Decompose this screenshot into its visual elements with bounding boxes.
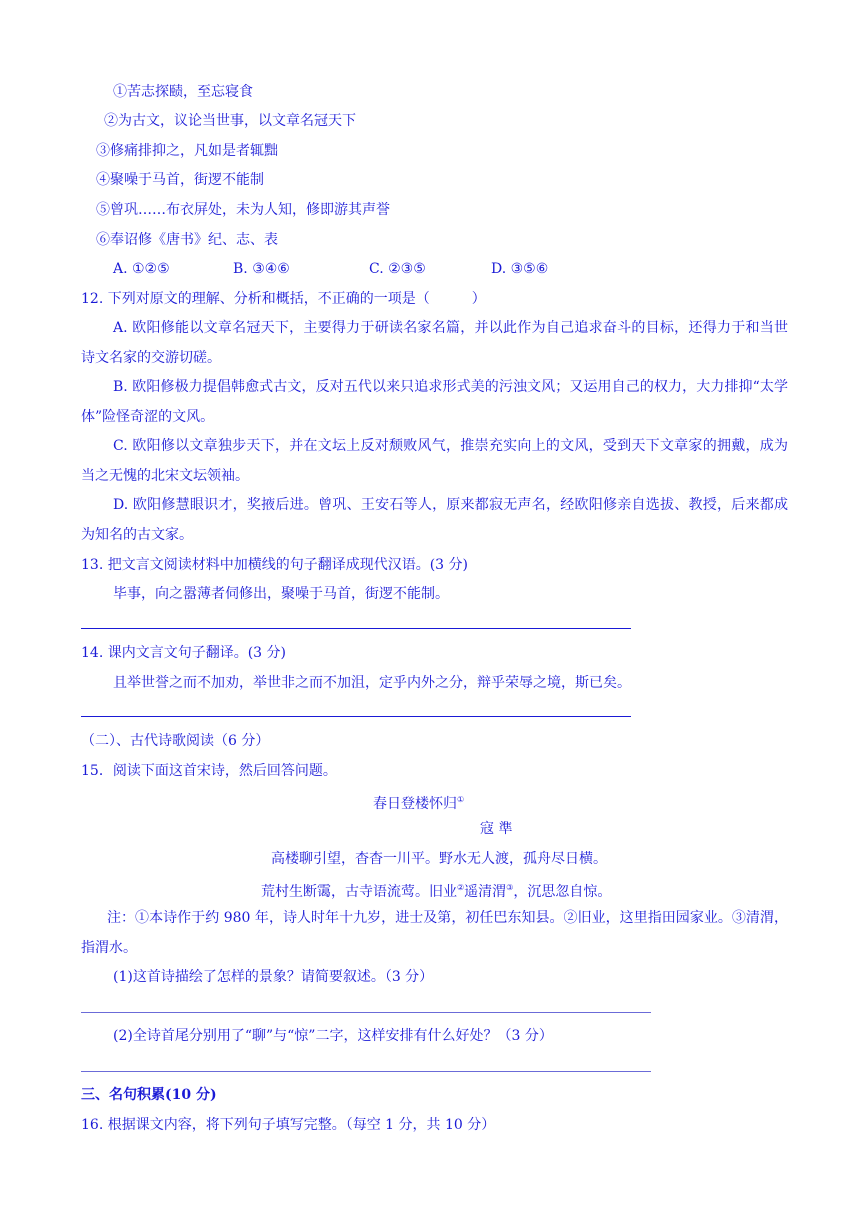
q11-option-b[interactable]: B. ③④⑥ bbox=[233, 261, 290, 277]
q11-option-c[interactable]: C. ②③⑤ bbox=[369, 261, 426, 277]
section-famous-quotes: 三、名句积累(10 分) bbox=[81, 1087, 217, 1103]
q11-item-4: ④聚噪于马首，街逻不能制 bbox=[96, 172, 264, 188]
q15-sub-2: (2)全诗首尾分别用了“聊”与“惊”二字，这样安排有什么好处？（3 分） bbox=[113, 1028, 553, 1044]
q13-answer-line[interactable] bbox=[81, 628, 631, 629]
q13-sentence: 毕事，向之嚣薄者伺修出，聚噪于马首，街逻不能制。 bbox=[113, 586, 449, 602]
q11-item-1: ①苦志探赜，至忘寝食 bbox=[113, 84, 253, 100]
poem-title-note-mark: ① bbox=[457, 795, 465, 804]
q12-option-c[interactable]: C. 欧阳修以文章独步天下，并在文坛上反对颓败风气，推崇充实向上的文风，受到天下文章家的拥戴，成为当之无愧的北宋文坛领袖。 bbox=[81, 438, 788, 484]
q11-option-a[interactable]: A. ①②⑤ bbox=[113, 261, 170, 277]
poem-line-2 bbox=[261, 878, 611, 902]
q11-item-6: ⑥奉诏修《唐书》纪、志、表 bbox=[96, 232, 278, 248]
poem-line-2-part-a: 荒村生断霭，古寺语流莺。旧业 bbox=[261, 884, 457, 900]
q15-stem: 15．阅读下面这首宋诗，然后回答问题。 bbox=[81, 763, 337, 779]
note-mark-3: ③ bbox=[506, 883, 514, 892]
q12-stem: 12. 下列对原文的理解、分析和概括，不正确的一项是（ ） bbox=[81, 291, 486, 307]
q15-sub-1: (1)这首诗描绘了怎样的景象？请简要叙述。（3 分） bbox=[113, 969, 434, 985]
poem-notes: 注：①本诗作于约 980 年，诗人时年十九岁，进士及第，初任巴东知县。②旧业，这里指田园家业。③清渭，指渭水。 bbox=[81, 910, 788, 956]
q11-option-d[interactable]: D. ③⑤⑥ bbox=[491, 261, 549, 277]
q12-option-b[interactable]: B. 欧阳修极力提倡韩愈式古文，反对五代以来只追求形式美的污浊文风；又运用自己的权力，大力排抑“太学体”险怪奇涩的文风。 bbox=[81, 379, 788, 425]
q14-stem: 14. 课内文言文句子翻译。(3 分) bbox=[81, 645, 286, 661]
q11-item-3: ③修痛排抑之，凡如是者辄黜 bbox=[96, 143, 278, 159]
poem-author: 寇 準 bbox=[480, 821, 513, 837]
q15-sub-2-answer-line[interactable] bbox=[81, 1071, 651, 1072]
section-ancient-poetry: （二）、古代诗歌阅读（6 分） bbox=[81, 733, 270, 749]
q14-answer-line[interactable] bbox=[81, 716, 631, 717]
q14-sentence: 且举世誉之而不加劝，举世非之而不加沮，定乎内外之分，辩乎荣辱之境，斯已矣。 bbox=[113, 675, 631, 691]
poem-title-text: 春日登楼怀归 bbox=[373, 796, 457, 812]
poem-line-1: 高楼聊引望，杳杳一川平。野水无人渡，孤舟尽日横。 bbox=[271, 851, 607, 867]
poem-title bbox=[373, 790, 464, 814]
q11-item-2: ②为古文，议论当世事，以文章名冠天下 bbox=[104, 113, 356, 129]
q11-item-5: ⑤曾巩……布衣屏处，未为人知，修即游其声誉 bbox=[96, 202, 390, 218]
q13-stem: 13. 把文言文阅读材料中加横线的句子翻译成现代汉语。(3 分) bbox=[81, 557, 468, 573]
poem-line-2-part-c: ，沉思忽自惊。 bbox=[513, 884, 612, 900]
note-mark-2: ② bbox=[457, 883, 465, 892]
q12-option-a[interactable]: A. 欧阳修能以文章名冠天下，主要得力于研读名家名篇，并以此作为自己追求奋斗的目标，还得力于和当世诗文名家的交游切磋。 bbox=[81, 320, 788, 366]
q15-sub-1-answer-line[interactable] bbox=[81, 1012, 651, 1013]
poem-line-2-part-b: 遥清渭 bbox=[464, 884, 507, 900]
q12-option-d[interactable]: D. 欧阳修慧眼识才，奖掖后进。曾巩、王安石等人，原来都寂无声名，经欧阳修亲自选拔、教授，后来都成为知名的古文家。 bbox=[81, 497, 788, 543]
q16-stem: 16. 根据课文内容，将下列句子填写完整。（每空 1 分，共 10 分） bbox=[81, 1117, 496, 1133]
